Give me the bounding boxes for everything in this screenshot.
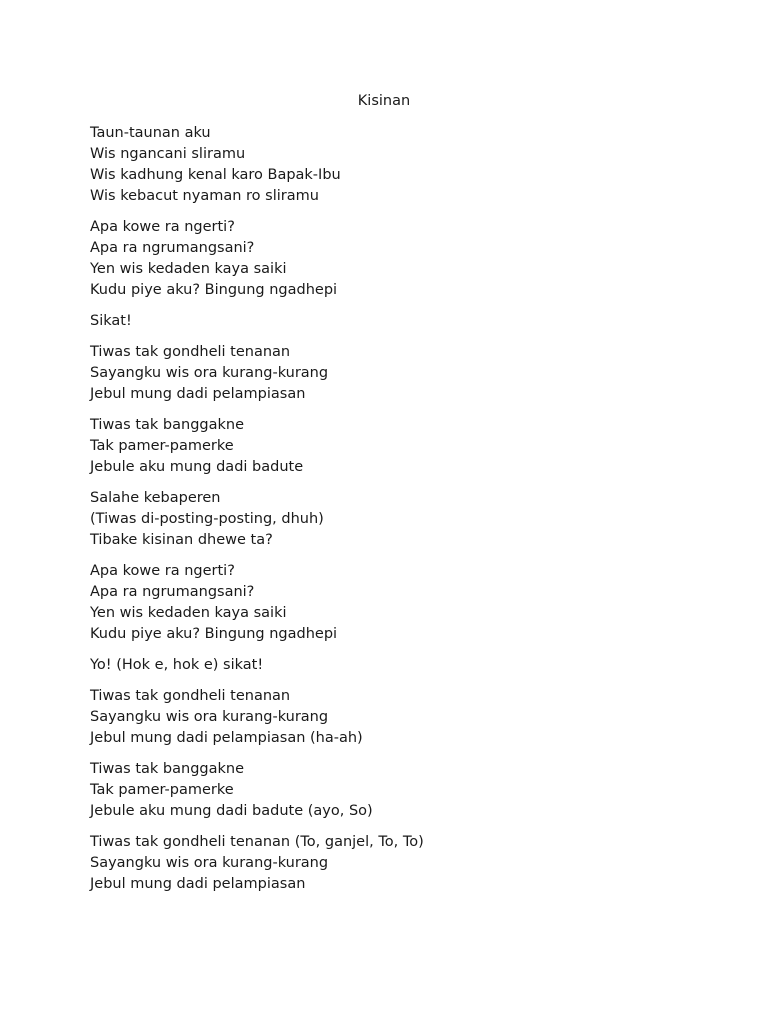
lyric-line: Jebule aku mung dadi badute (ayo, So) [90, 803, 373, 820]
stanza [90, 342, 710, 405]
document-title: Kisinan [357, 93, 411, 109]
stanza [90, 415, 710, 478]
lyric-line: Sayangku wis ora kurang-kurang [90, 364, 329, 381]
lyric-line: Jebul mung dadi pelampiasan [90, 876, 306, 893]
lyric-line: Apa kowe ra ngerti? [90, 563, 235, 580]
lyric-line: Tiwas tak banggakne [90, 761, 245, 778]
lyric-line: Sikat! [90, 312, 132, 329]
lyric-line: Wis kadhung kenal karo Bapak-Ibu [90, 166, 341, 183]
lyric-line: Yo! (Hok e, hok e) sikat! [90, 657, 264, 674]
stanza [90, 311, 710, 332]
stanza [90, 832, 710, 895]
stanza [90, 759, 710, 822]
lyric-line: Wis ngancani sliramu [90, 145, 246, 162]
lyric-line: Tibake kisinan dhewe ta? [90, 531, 273, 548]
lyric-line: Tak pamer-pamerke [90, 437, 234, 454]
stanza [90, 561, 710, 645]
lyric-line: Apa ra ngrumangsani? [90, 239, 255, 256]
lyric-line: Yen wis kedaden kaya saiki [90, 604, 287, 621]
lyric-line: Jebul mung dadi pelampiasan (ha-ah) [90, 730, 363, 747]
stanza [90, 217, 710, 301]
lyric-line: Salahe kebaperen [90, 490, 221, 507]
lyrics-body [90, 123, 710, 905]
lyric-line: Tiwas tak gondheli tenanan (To, ganjel, To, To) [90, 834, 424, 851]
lyric-line: Kudu piye aku? Bingung ngadhepi [90, 281, 338, 298]
lyric-line: Sayangku wis ora kurang-kurang [90, 709, 329, 726]
lyric-line: Tiwas tak gondheli tenanan [90, 688, 291, 705]
lyric-line: Sayangku wis ora kurang-kurang [90, 855, 329, 872]
lyric-line: Taun-taunan aku [90, 125, 211, 141]
lyric-line: (Tiwas di-posting-posting, dhuh) [90, 510, 324, 527]
lyric-line: Wis kebacut nyaman ro sliramu [90, 187, 319, 204]
stanza [90, 488, 710, 551]
stanza [90, 123, 710, 207]
lyric-line: Tiwas tak gondheli tenanan [90, 344, 291, 361]
lyric-line: Tiwas tak banggakne [90, 417, 245, 434]
stanza [90, 655, 710, 676]
lyric-line: Jebul mung dadi pelampiasan [90, 385, 306, 402]
lyric-line: Jebule aku mung dadi badute [90, 458, 304, 475]
lyric-line: Yen wis kedaden kaya saiki [90, 260, 287, 277]
lyric-line: Apa ra ngrumangsani? [90, 584, 255, 600]
lyric-line: Tak pamer-pamerke [90, 782, 234, 799]
lyric-line: Apa kowe ra ngerti? [90, 218, 235, 235]
lyric-line: Kudu piye aku? Bingung ngadhepi [90, 625, 338, 642]
stanza [90, 686, 710, 749]
